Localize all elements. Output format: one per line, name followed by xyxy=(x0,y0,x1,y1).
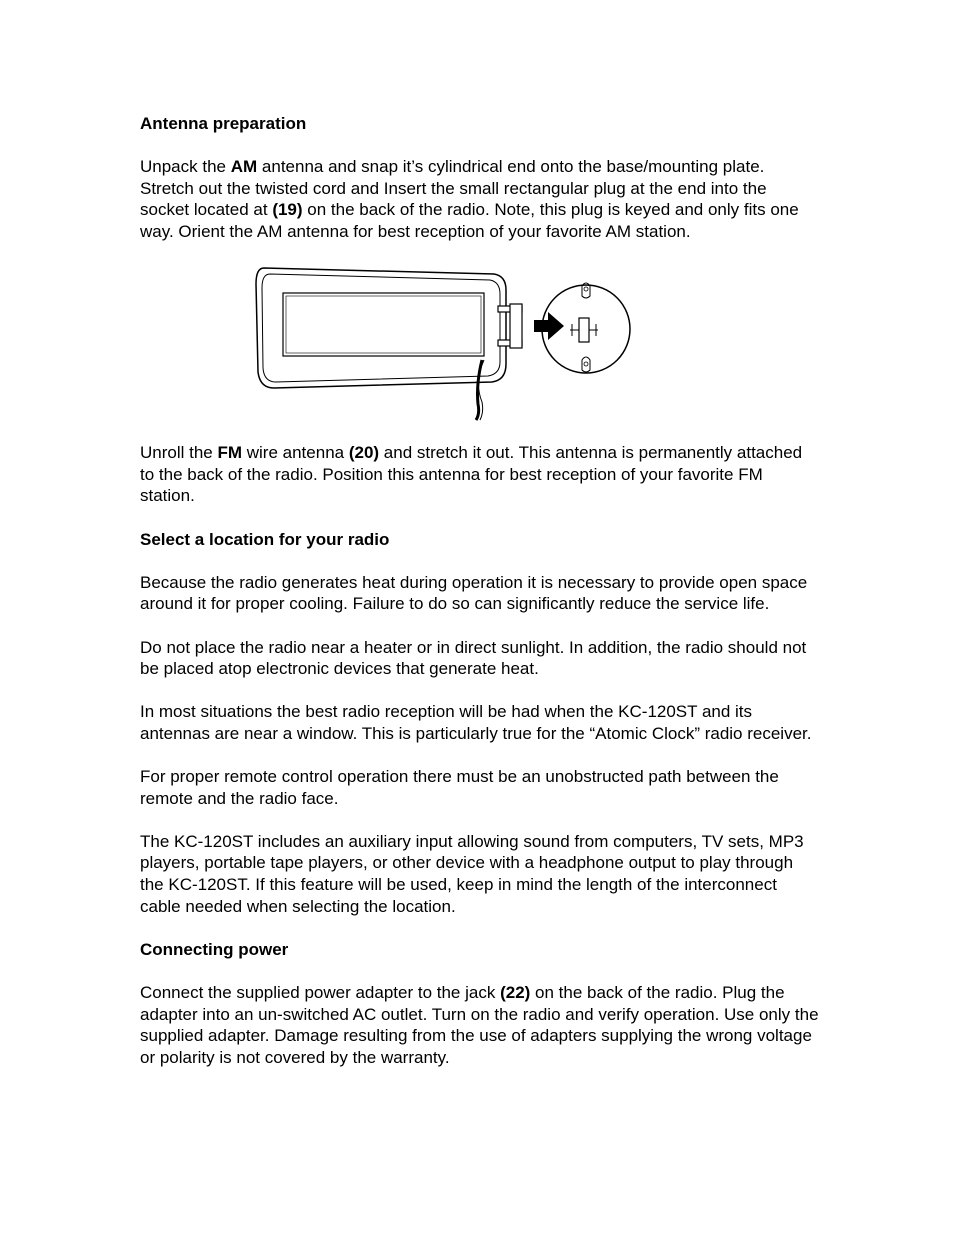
paragraph-location-1: Because the radio generates heat during operation it is necessary to provide open space around it for proper cooling. Failure to do so can significantly reduce the service life. xyxy=(140,572,808,614)
mounting-post xyxy=(510,304,522,348)
radio-panel-inner xyxy=(286,296,481,353)
paragraph-power: Connect the supplied power adapter to the jack (22) on the back of the radio. Plug the adapter into an un-switched AC outlet. Turn on the radio and verify operation. Use only the supplied adapter. Damage resulting from the use of adapters supplying the wrong voltage or polarity is not covered by the warranty. xyxy=(140,983,819,1067)
heading-select-location: Select a location for your radio xyxy=(140,529,390,549)
keyhole-slot-bottom xyxy=(582,357,590,372)
heading-connecting-power: Connecting power xyxy=(140,939,289,959)
antenna-socket xyxy=(579,318,589,342)
am-antenna-drawing xyxy=(254,264,634,424)
paragraph-fm-antenna: Unroll the FM wire antenna (20) and stretch it out. This antenna is permanently attached to the back of the radio. Position this antenna for best reception of your favorite FM station. xyxy=(140,443,803,506)
am-antenna-illustration xyxy=(140,264,820,424)
paragraph-location-3: In most situations the best radio reception will be had when the KC-120ST and its antennas are near a window. This is particularly true for the “Atomic Clock” radio receiver. xyxy=(140,702,812,743)
document-page xyxy=(140,113,820,1090)
paragraph-location-5: The KC-120ST includes an auxiliary input allowing sound from computers, TV sets, MP3 players, portable tape players, or other device with a headphone output to play through the KC-120ST. If this feature will be used, keep in mind the length of the interconnect cable needed when selecting the location. xyxy=(140,831,804,916)
paragraph-location-2: Do not place the radio near a heater or in direct sunlight. In addition, the radio should not be placed atop electronic devices that generate heat. xyxy=(140,637,807,679)
paragraph-am-antenna: Unpack the AM antenna and snap it’s cylindrical end onto the base/mounting plate. Stretch out the twisted cord and Insert the small rectangular plug at the end into the socket located at (19) on the back of the radio. Note, this plug is keyed and only fits one way. Orient the AM antenna for best reception of your favorite AM station. xyxy=(140,157,799,241)
arrow-icon xyxy=(534,312,564,340)
heading-antenna-preparation: Antenna preparation xyxy=(140,114,307,133)
paragraph-location-4: For proper remote control operation there must be an unobstructed path between the remote and the radio face. xyxy=(140,767,779,808)
radio-body-inner-outline xyxy=(262,274,500,382)
radio-body-outline xyxy=(256,268,506,388)
radio-panel xyxy=(283,293,484,356)
